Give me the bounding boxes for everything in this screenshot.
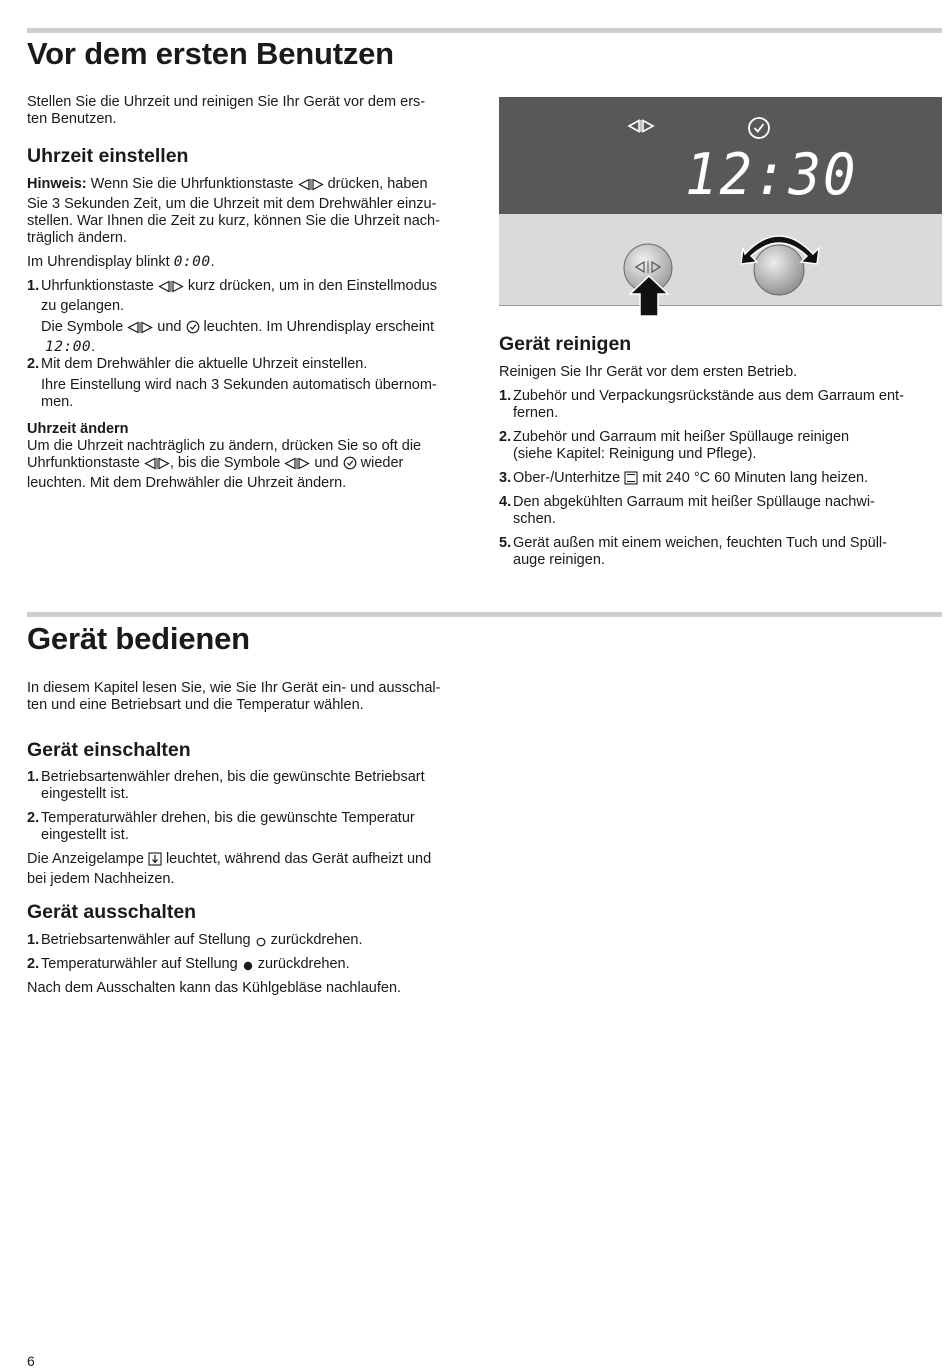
change-line: , bis die Symbole [169, 455, 281, 471]
clean-step-1 [499, 388, 942, 422]
display-area [499, 97, 942, 214]
display-value: 12:00 [45, 339, 92, 355]
step-text: Mit dem Drehwähler die aktuelle Uhrzeit einstellen. [41, 356, 368, 372]
step-number: 2. [499, 429, 512, 445]
clock-function-key-icon [144, 457, 170, 475]
step-text: mit 240 °C 60 Minuten lang heizen. [642, 470, 869, 486]
clock-icon [343, 456, 357, 475]
lamp-line: Die Anzeigelampe [27, 851, 144, 867]
clock-icon [747, 116, 771, 140]
clean-heading: Gerät reinigen [499, 333, 632, 355]
clock-heading: Uhrzeit einstellen [27, 145, 189, 167]
step-number: 3. [499, 470, 512, 486]
clock-function-key-icon [627, 119, 655, 133]
step-number: 5. [499, 535, 512, 551]
step-number: 2. [27, 956, 40, 972]
change-line: leuchten. Mit dem Drehwähler die Uhrzeit ändern. [27, 475, 347, 491]
clock-icon [186, 320, 200, 339]
after-off-text: Nach dem Ausschalten kann das Kühlgebläse nachlaufen. [27, 980, 402, 996]
step-text: Zubehör und Verpackungsrückstände aus dem Garraum ent- fernen. [513, 388, 904, 421]
clock-function-key-icon [158, 280, 184, 298]
step-text: Gerät außen mit einem weichen, feuchten Tuch und Spüll- auge reinigen. [513, 535, 887, 568]
step-number: 1. [27, 278, 40, 294]
indicator-lamp-icon [148, 852, 162, 871]
on-step-2 [27, 810, 477, 844]
clock-step-2 [27, 356, 477, 411]
clock-step-1: 1. Uhrfunktionstaste kurz drücken, um in den Einstellmodus zu gelangen. Die Symbole und leuchten. Im Uhrendisplay erscheint 12:00. [27, 278, 437, 355]
intro-text: Stellen Sie die Uhrzeit und reinigen Sie Ihr Gerät vor dem ers- ten Benutzen. [27, 94, 426, 127]
step-text: zu gelangen. [41, 298, 125, 314]
blink-value: 0:00 [173, 254, 211, 270]
step-number: 1. [27, 932, 40, 948]
note-label: Hinweis: [27, 176, 87, 192]
lamp-text [27, 851, 477, 888]
on-step-1 [27, 769, 477, 803]
rotary-knob[interactable] [741, 224, 821, 300]
step-sub-text: und [157, 319, 182, 335]
blink-line: Im Uhrendisplay blinkt 0:00. [27, 254, 215, 270]
intro-text: In diesem Kapitel lesen Sie, wie Sie Ihr Gerät ein- und ausschal- ten und eine Betriebsart und die Temperatur wählen. [27, 680, 441, 713]
section-rule [27, 28, 942, 33]
step-number: 1. [499, 388, 512, 404]
step-sub-text: leuchten. Im Uhrendisplay erscheint [203, 319, 435, 335]
step-text: Zubehör und Garraum mit heißer Spüllauge reinigen (siehe Kapitel: Reinigung und Pflege). [513, 429, 850, 462]
step-text: Temperaturwähler auf Stellung [41, 956, 238, 972]
step-number: 4. [499, 494, 512, 510]
clock-function-key-icon [127, 321, 153, 339]
change-line: Um die Uhrzeit nachträglich zu ändern, drücken Sie so oft die [27, 438, 422, 454]
clean-step-2 [499, 429, 942, 463]
clean-step-5 [499, 535, 942, 569]
top-bottom-heat-icon [624, 471, 638, 490]
step-text: kurz drücken, um in den Einstellmodus [187, 278, 437, 294]
step-text: zurückdrehen. [270, 932, 363, 948]
step-sub-text: Die Symbole [41, 319, 124, 335]
display-time: 12:30 [685, 141, 858, 208]
change-heading: Uhrzeit ändern [27, 421, 129, 437]
section-rule [27, 612, 942, 617]
step-number: 1. [27, 769, 40, 785]
step-number: 2. [27, 810, 40, 826]
knob-area [499, 214, 942, 306]
clock-function-key-icon [298, 178, 324, 196]
change-line: und [314, 455, 339, 471]
lamp-line: leuchtet, während das Gerät aufheizt und [165, 851, 432, 867]
note-text: Wenn Sie die Uhrfunktionstaste [90, 176, 294, 192]
page-number: 6 [27, 1353, 35, 1369]
section-title: Vor dem ersten Benutzen [27, 36, 394, 71]
change-text [27, 438, 477, 492]
step-text: Uhrfunktionstaste [41, 278, 154, 294]
off-step-2 [27, 956, 477, 976]
off-dot-icon [242, 959, 254, 976]
off-position-icon [255, 935, 267, 952]
control-panel-illustration [499, 97, 942, 305]
change-line: Uhrfunktionstaste [27, 455, 140, 471]
clock-note [27, 176, 477, 247]
step-text: Betriebsartenwähler drehen, bis die gewünschte Betriebsart eingestellt ist. [41, 769, 425, 802]
step-text: Betriebsartenwähler auf Stellung [41, 932, 251, 948]
clean-step-4 [499, 494, 942, 528]
lamp-line: bei jedem Nachheizen. [27, 871, 175, 887]
note-text: Sie 3 Sekunden Zeit, um die Uhrzeit mit dem Drehwähler einzu- stellen. War Ihnen die Zeit zu kurz, können Sie die Uhrzeit nach- träglich ändern. [27, 196, 440, 246]
blink-text: Im Uhrendisplay blinkt [27, 254, 170, 270]
step-number: 2. [27, 356, 40, 372]
clock-function-key-icon [284, 457, 310, 475]
note-text: drücken, haben [327, 176, 428, 192]
step-text: Temperaturwähler drehen, bis die gewünschte Temperatur eingestellt ist. [41, 810, 415, 843]
change-line: wieder [360, 455, 404, 471]
switch-on-heading: Gerät einschalten [27, 739, 191, 761]
section-title: Gerät bedienen [27, 621, 250, 656]
step-text: zurückdrehen. [257, 956, 350, 972]
switch-off-heading: Gerät ausschalten [27, 901, 197, 923]
press-arrow-icon [628, 274, 670, 316]
off-step-1 [27, 932, 477, 952]
clean-intro: Reinigen Sie Ihr Gerät vor dem ersten Betrieb. [499, 364, 798, 380]
step-text: Den abgekühlten Garraum mit heißer Spüllauge nachwi- schen. [513, 494, 875, 527]
clean-step-3 [499, 470, 942, 490]
step-text: Ober-/Unterhitze [513, 470, 621, 486]
step-sub-text: Ihre Einstellung wird nach 3 Sekunden automatisch übernom- men. [41, 377, 437, 410]
